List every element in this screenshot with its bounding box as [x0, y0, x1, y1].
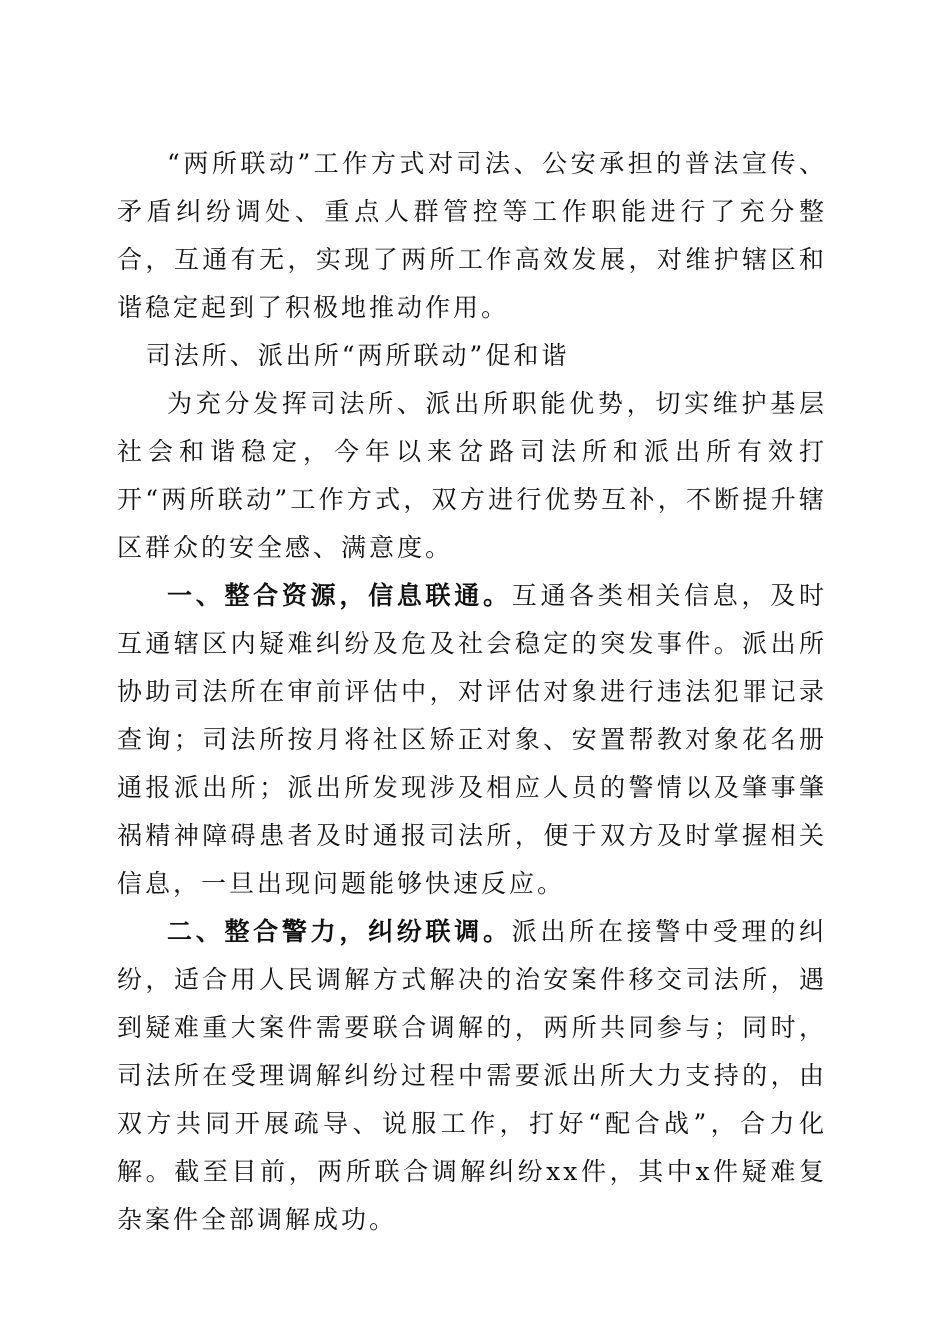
section-two-text: 派出所在接警中受理的纠纷，适合用人民调解方式解决的治安案件移交司法所，遇到疑难重大案件需要联合调解的，两所共同参与；同时，司法所在受理调解纠纷过程中需要派出所大力支持的，由双方共同开展疏导、说服工作，打好“配合战”，合力化解。截至目前，两所联合调解纠纷xx件，其中x件疑难复杂案件全部调解成功。 — [117, 917, 827, 1234]
section-one-paragraph — [117, 572, 827, 908]
section-two-heading: 二、整合警力，纠纷联调。 — [167, 917, 512, 946]
intro-paragraph-text: “两所联动”工作方式对司法、公安承担的普法宣传、矛盾纠纷调处、重点人群管控等工作职能进行了充分整合，互通有无，实现了两所工作高效发展，对维护辖区和谐稳定起到了积极地推动作用。 — [117, 149, 827, 322]
section-one-heading: 一、整合资源，信息联通。 — [167, 581, 512, 610]
section-two-paragraph — [117, 908, 827, 1244]
intro-paragraph — [117, 140, 827, 332]
overview-paragraph — [117, 380, 827, 572]
article-title — [117, 332, 827, 380]
article-title-text: 司法所、派出所“两所联动”促和谐 — [145, 341, 570, 370]
overview-paragraph-text: 为充分发挥司法所、派出所职能优势，切实维护基层社会和谐稳定，今年以来岔路司法所和派出所有效打开“两所联动”工作方式，双方进行优势互补，不断提升辖区群众的安全感、满意度。 — [117, 389, 827, 562]
document-body — [117, 140, 827, 1244]
section-one-text: 互通各类相关信息，及时互通辖区内疑难纠纷及危及社会稳定的突发事件。派出所协助司法所在审前评估中，对评估对象进行违法犯罪记录查询；司法所按月将社区矫正对象、安置帮教对象花名册通报派出所；派出所发现涉及相应人员的警情以及肇事肇祸精神障碍患者及时通报司法所，便于双方及时掌握相关信息，一旦出现问题能够快速反应。 — [117, 581, 827, 898]
